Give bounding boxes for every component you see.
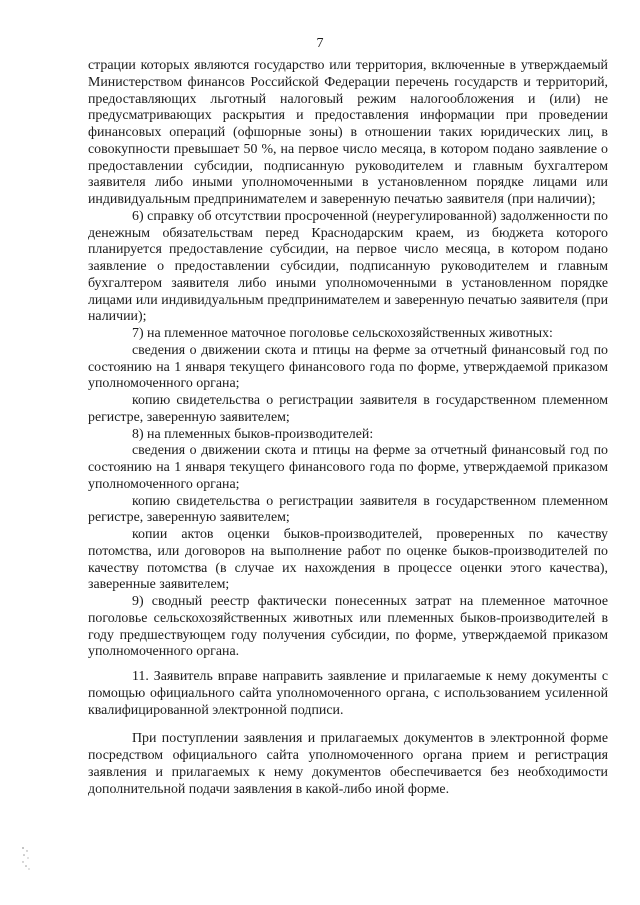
document-body (88, 58, 608, 798)
scan-artifact-mark (20, 846, 32, 872)
page-number: 7 (316, 36, 324, 51)
paragraph-electronic-registration: При поступлении заявления и прилагаемых документов в электронной форме посредством официального сайта уполномоченного органа прием и регистрация заявления и прилагаемых к нему документов обеспечивается без необходимости дополнительной подачи заявления в какой-либо иной форме. (88, 731, 608, 797)
paragraph-registry-certificate-2: копию свидетельства о регистрации заявителя в государственном племенном регистре, заверенную заявителем; (88, 493, 608, 526)
paragraph-registry-certificate-1: копию свидетельства о регистрации заявителя в государственном племенном регистре, заверенную заявителем; (88, 393, 608, 425)
paragraph-offshore-share: страции которых являются государство или территория, включенные в утверждаемый Министерством финансов Российской Федерации перечень государств и территорий, предоставляющих льготный налоговый режим налогообложения и (или) не предусматривающих раскрытия и предоставления информации при проведении финансовых операций (офшорные зоны) в отношении таких юридических лиц, в совокупности превышает 50 %, на первое число месяца, в котором подано заявление о предоставлении субсидии, подписанную руководителем и главным бухгалтером заявителя либо иными уполномоченными в установленном порядке лицами или индивидуальным предпринимателем и заверенную печатью заявителя (при наличии); (88, 58, 608, 207)
paragraph-breeding-livestock-heading: 7) на племенное маточное поголовье сельскохозяйственных животных: (132, 326, 553, 341)
paragraph-breeding-bulls-heading: 8) на племенных быков-производителей: (132, 426, 374, 442)
paragraph-debt-certificate: 6) справку об отсутствии просроченной (неурегулированной) задолженности по денежным обязательствам перед Краснодарским краем, из бюджета которого планируется предоставление субсидии, на первое число месяца, в котором подано заявление о предоставлении субсидии, подписанную руководителем и главным бухгалтером заявителя либо иными уполномоченными в установленном порядке лицами или индивидуальным предпринимателем и заверенную печатью заявителя (при наличии); (88, 208, 608, 325)
paragraph-electronic-submission: 11. Заявитель вправе направить заявление и прилагаемые к нему документы с помощью официального сайта уполномоченного органа, с использованием усиленной квалифицированной электронной подписи. (88, 669, 608, 718)
paragraph-cost-registry: 9) сводный реестр фактически понесенных затрат на племенное маточное поголовье сельскохозяйственных животных или племенных быков-производителей в году предшествующем году получения субсидии, по форме, утверждаемой приказом уполномоченного органа. (88, 594, 608, 660)
paragraph-livestock-movement-info-1: сведения о движении скота и птицы на ферме за отчетный финансовый год по состоянию на 1 января текущего финансового года по форме, утверждаемой приказом уполномоченного органа; (88, 342, 608, 392)
paragraph-livestock-movement-info-2: сведения о движении скота и птицы на ферме за отчетный финансовый год по состоянию на 1 января текущего финансового года по форме, утверждаемой приказом уполномоченного органа; (88, 443, 608, 492)
paragraph-bull-assessment-acts: копии актов оценки быков-производителей, проверенных по качеству потомства, или договоров на выполнение работ по оценке быков-производителей по качеству потомства (в случае их нахождения в процессе оценки этого качества), заверенные заявителем; (88, 527, 608, 593)
